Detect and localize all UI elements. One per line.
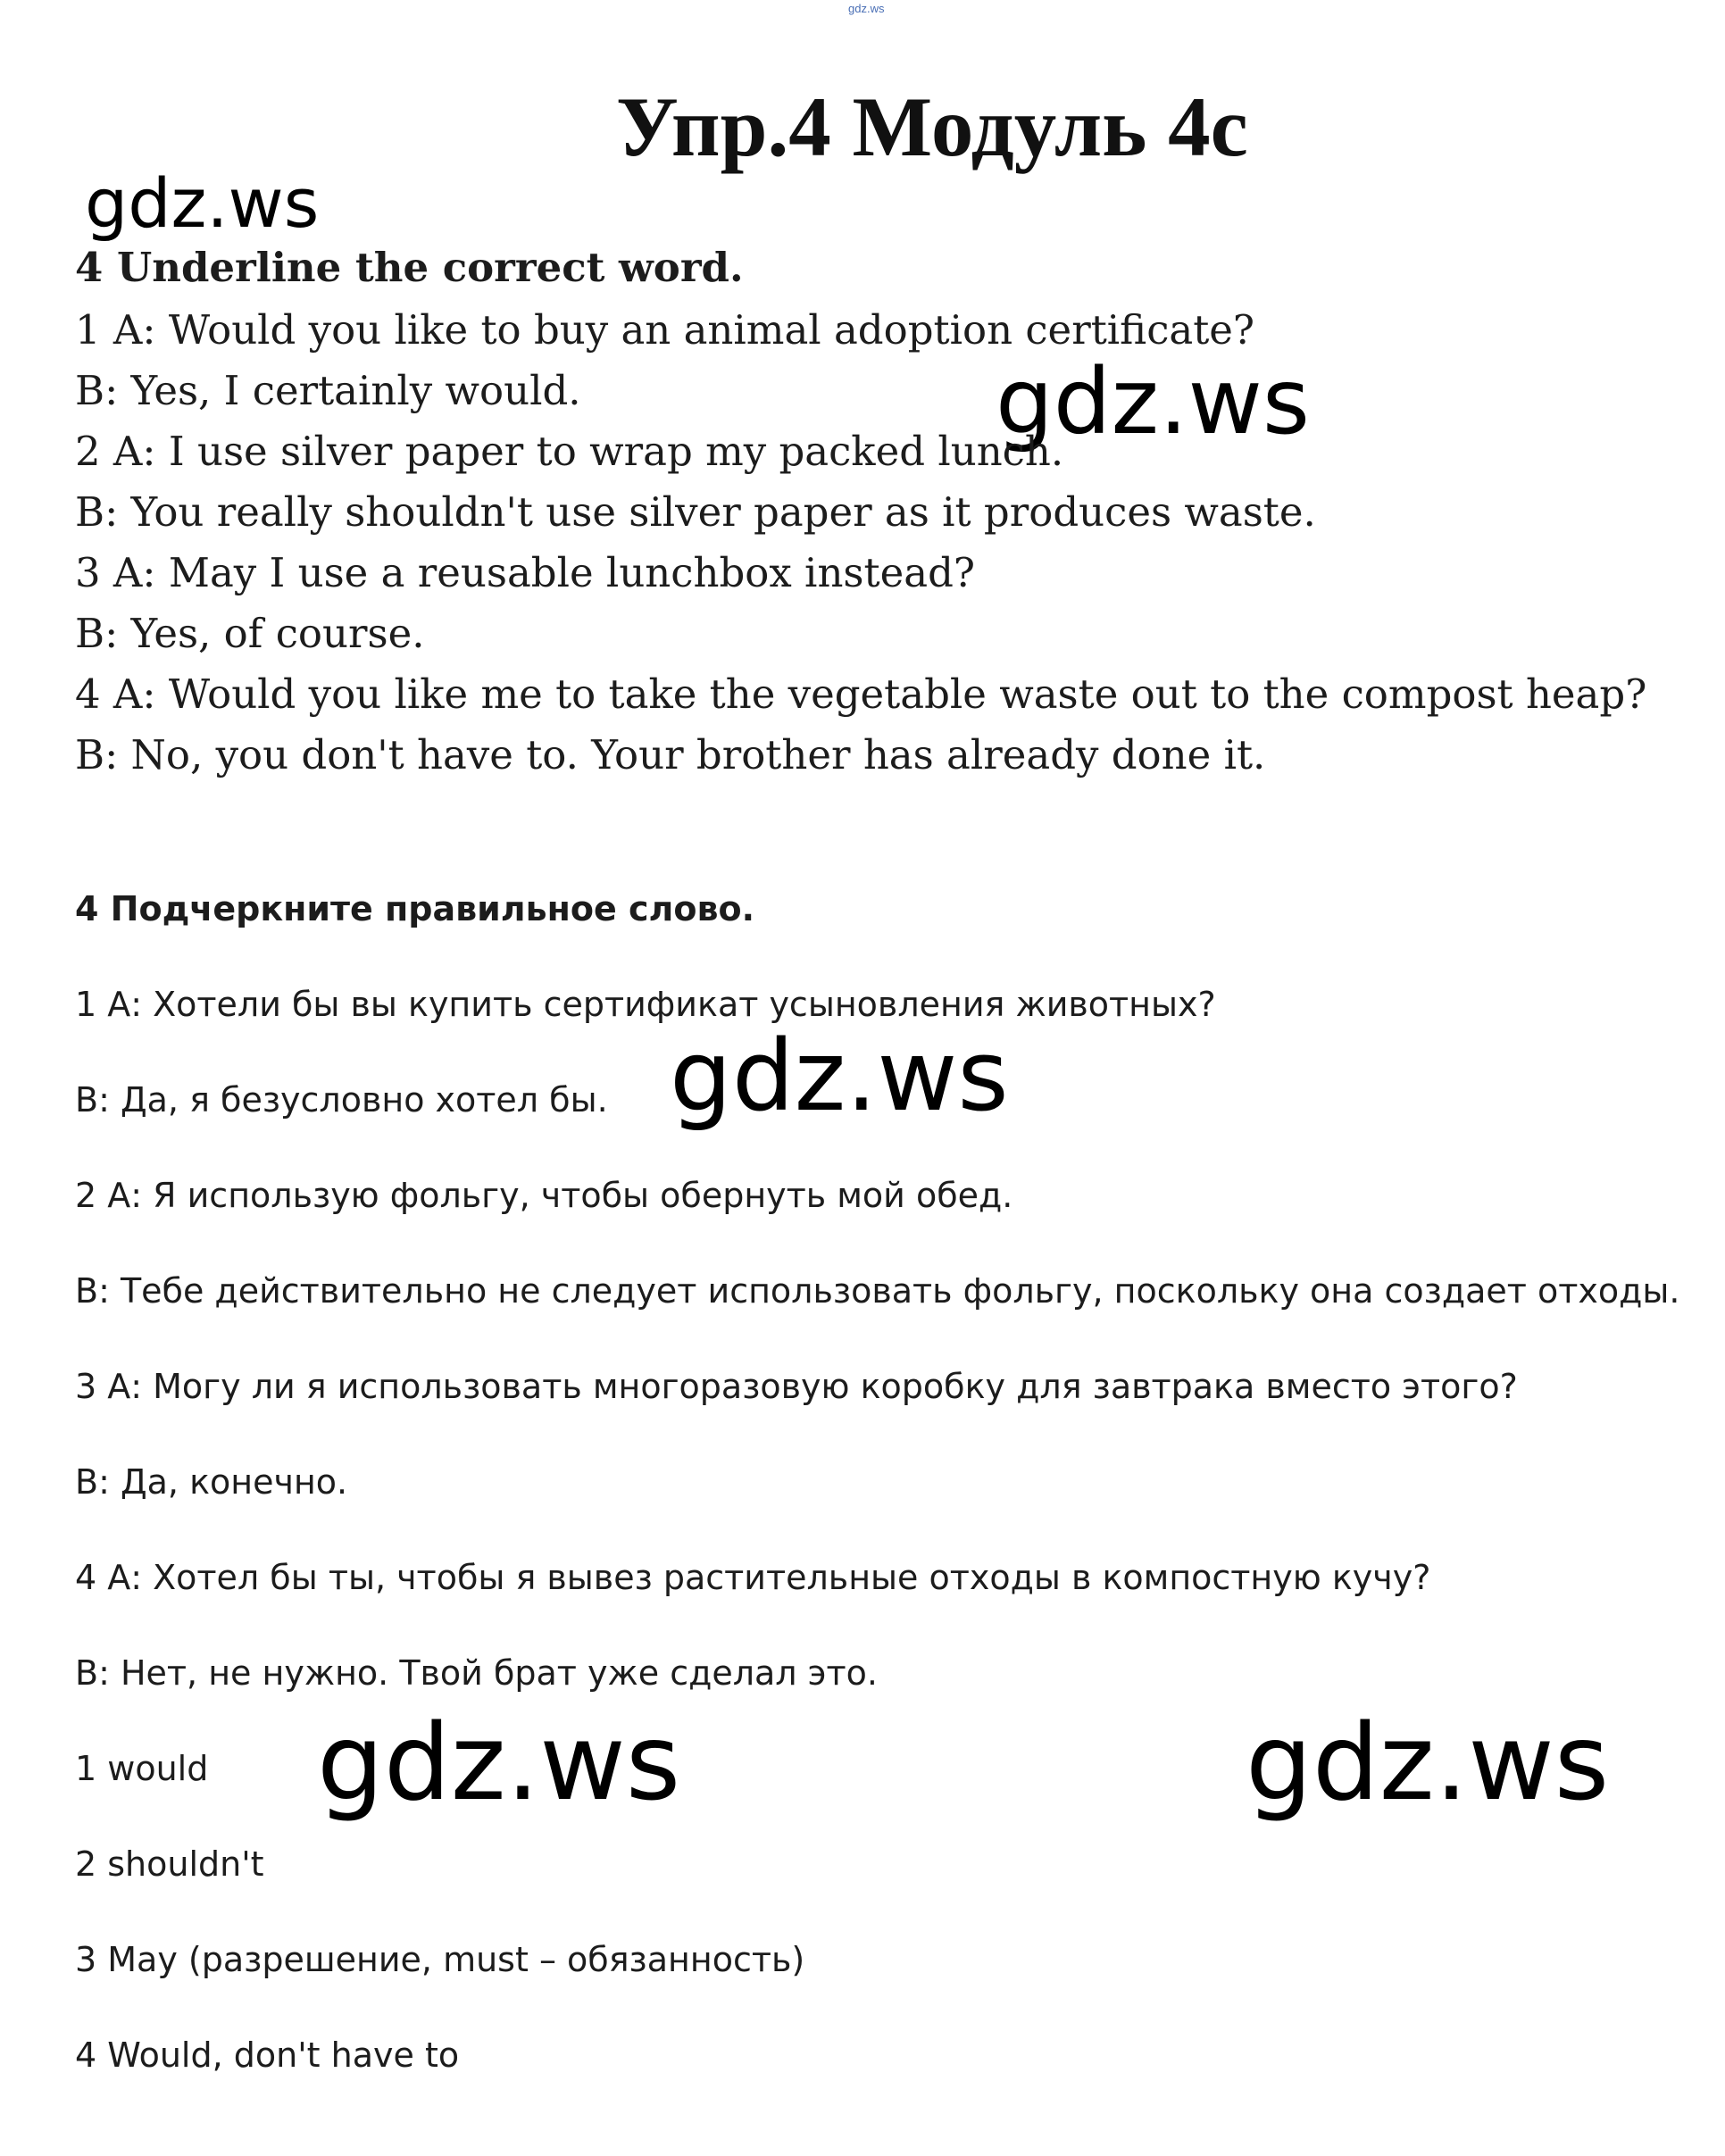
watermark: gdz.ws [1246, 1701, 1610, 1824]
header-site-mark: gdz.ws [848, 2, 885, 15]
russian-line: 4 А: Хотел бы ты, чтобы я вывез растительные отходы в компостную кучу? [75, 1558, 1431, 1597]
english-line: 1 A: Would you like to buy an animal adoption certificate? [75, 306, 1255, 354]
watermark: gdz.ws [670, 1019, 1009, 1133]
english-line: B: You really shouldn't use silver paper as it produces waste. [75, 488, 1316, 536]
russian-line: B: Нет, не нужно. Твой брат уже сделал это. [75, 1653, 878, 1693]
english-line: B: Yes, I certainly would. [75, 367, 581, 414]
english-line: 4 A: Would you like me to take the vegetable waste out to the compost heap? [75, 670, 1647, 718]
russian-line: B: Тебе действительно не следует использовать фольгу, поскольку она создает отходы. [75, 1271, 1680, 1311]
answer-line: 3 May (разрешение, must – обязанность) [75, 1940, 805, 1979]
russian-line: B: Да, конечно. [75, 1462, 348, 1502]
watermark: gdz.ws [996, 349, 1311, 455]
english-line: 3 A: May I use a reusable lunchbox instead? [75, 549, 975, 596]
russian-line: 3 А: Могу ли я использовать многоразовую коробку для завтрака вместо этого? [75, 1367, 1518, 1406]
russian-heading: 4 Подчеркните правильное слово. [75, 889, 755, 928]
english-line: B: Yes, of course. [75, 610, 425, 657]
english-heading: 4 Underline the correct word. [75, 244, 744, 291]
answer-line: 2 shouldn't [75, 1844, 264, 1884]
russian-line: 1 А: Хотели бы вы купить сертификат усыновления животных? [75, 985, 1216, 1024]
answer-line: 4 Would, don't have to [75, 2035, 460, 2075]
english-line: B: No, you don't have to. Your brother has already done it. [75, 731, 1266, 778]
answer-line: 1 would [75, 1749, 209, 1788]
page-title: Упр.4 Модуль 4с [616, 79, 1248, 174]
russian-line: 2 А: Я использую фольгу, чтобы обернуть мой обед. [75, 1176, 1013, 1215]
russian-line: B: Да, я безусловно хотел бы. [75, 1080, 608, 1120]
watermark: gdz.ws [317, 1701, 681, 1824]
english-line: 2 A: I use silver paper to wrap my packed lunch. [75, 428, 1064, 475]
watermark: gdz.ws [85, 163, 320, 243]
